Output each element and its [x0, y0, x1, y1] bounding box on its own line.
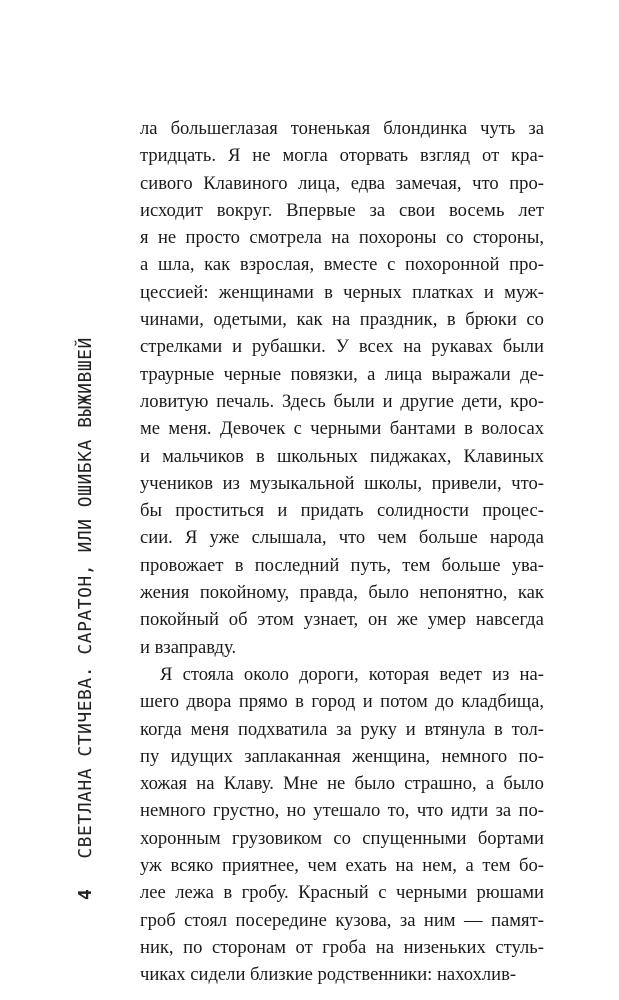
text-line: ла большеглазая тоненькая блондинка чуть за: [140, 118, 544, 139]
paragraph: [140, 115, 544, 661]
text-line: гроб стоял посередине кузова, за ним — памят-: [140, 909, 544, 931]
text-line: стрелками и рубашки. У всех на рукавах были: [140, 336, 544, 358]
running-header-text: СВЕТЛАНА СТИЧЕВА. САРАТОН, ИЛИ ОШИБКА ВЫЖИВШЕЙ: [74, 337, 96, 859]
text-line: бы проститься и придать солидности процес-: [140, 500, 544, 522]
text-line: и мальчиков в школьных пиджаках, Клавиных: [140, 445, 544, 467]
paragraph: [140, 661, 544, 989]
text-line: сивого Клавиного лица, едва замечая, что про-: [140, 172, 544, 194]
text-line: и взаправду.: [140, 636, 237, 658]
text-line: чинами, одетыми, как на праздник, в брюки со: [140, 309, 544, 331]
text-line: хоронным грузовиком со спущенными бортами: [140, 827, 544, 849]
running-header: [70, 300, 100, 900]
text-line: ме меня. Девочек с черными бантами в волосах: [140, 418, 544, 440]
text-line: шего двора прямо в город и потом до кладбища,: [140, 691, 544, 713]
text-line: тридцать. Я не могла оторвать взгляд от кра-: [140, 145, 544, 167]
text-line: а шла, как взрослая, вместе с похоронной про-: [140, 254, 544, 276]
text-line: лее лежа в гробу. Красный с черными рюшами: [140, 882, 544, 904]
text-line: ник, по сторонам от гроба на низеньких стуль-: [140, 936, 544, 958]
text-line: покойный об этом узнает, он же умер навсегда: [140, 609, 544, 631]
text-line: немного грустно, но утешало то, что идти за по-: [140, 800, 544, 822]
text-line: учеников из музыкальной школы, привели, что-: [140, 472, 544, 494]
text-line: когда меня подхватила за руку и втянула в тол-: [140, 718, 544, 740]
text-line: я не просто смотрела на похороны со стороны,: [140, 227, 544, 249]
text-line: провожает в последний путь, тем больше ува-: [140, 554, 544, 576]
text-line: чиках сидели близкие родственники: нахохлив-: [140, 964, 517, 986]
text-line: сии. Я уже слышала, что чем больше народа: [140, 527, 544, 549]
text-line: ловитую печаль. Здесь были и другие дети, кро-: [140, 390, 544, 412]
text-line: исходит вокруг. Впервые за свои восемь лет: [140, 199, 544, 221]
text-line: уж всяко приятнее, чем ехать на нем, а тем бо-: [140, 855, 544, 877]
page-number: 4: [74, 888, 96, 900]
body-text: [140, 115, 544, 989]
text-line: пу идущих заплаканная женщина, немного по-: [140, 745, 544, 767]
text-line: жения покойному, правда, было непонятно, как: [140, 582, 544, 604]
text-line: Я стояла около дороги, которая ведет из на-: [160, 663, 544, 685]
text-line: хожая на Клаву. Мне не было страшно, а было: [140, 773, 544, 795]
text-line: траурные черные повязки, а лица выражали де-: [140, 363, 544, 385]
text-line: цессией: женщинами в черных платках и муж-: [140, 281, 544, 303]
